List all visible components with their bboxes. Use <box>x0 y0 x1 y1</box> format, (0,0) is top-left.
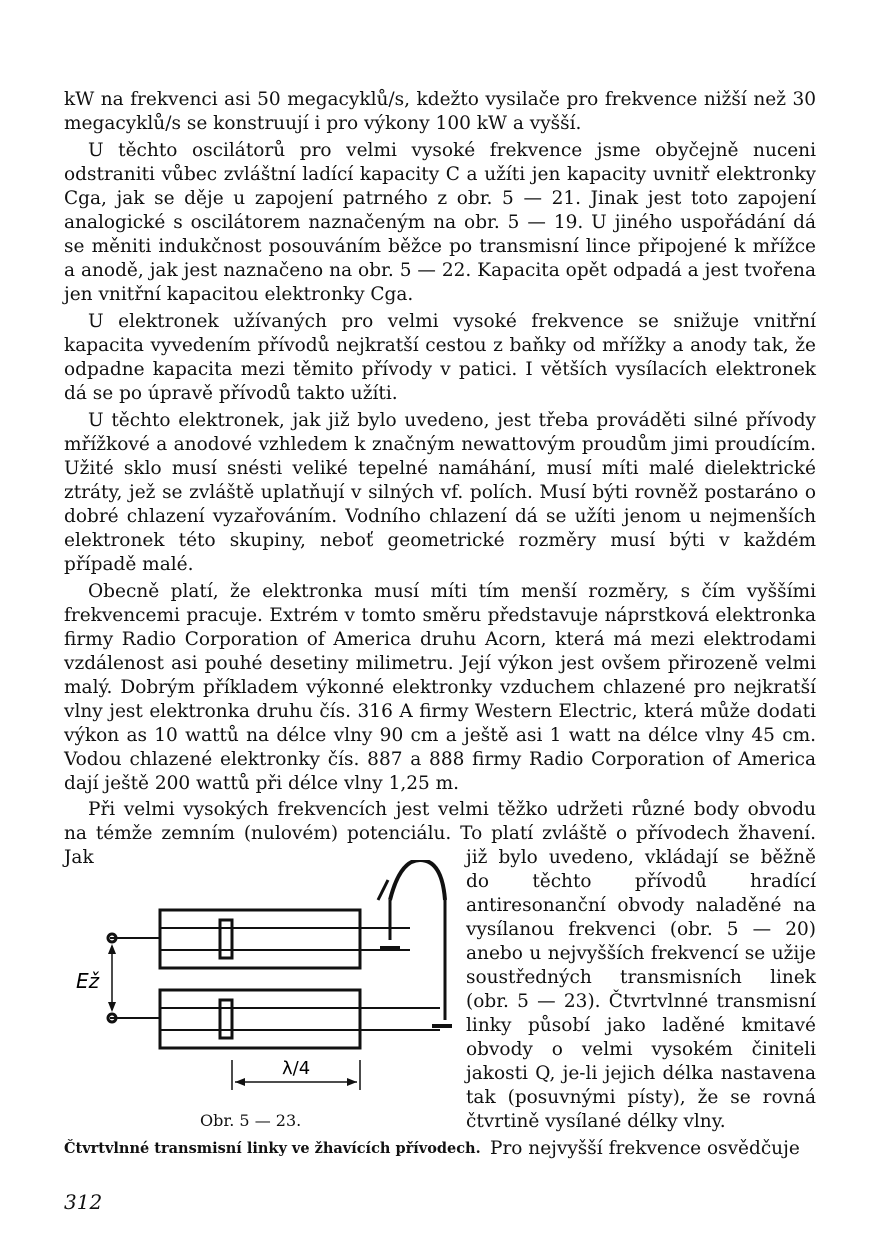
paragraph-4: U těchto elektronek, jak již bylo uvedeno, jest třeba prováděti silné přívody mřížkové a anodové vzhledem k značným newattovým proudům jimi proudícím. Užité sklo musí snésti veliké tepelné namáhání, musí míti malé dielektrické ztráty, jež se zvláště uplatňují v silných vf. polích. Musí býti rovněž postaráno o dobré chlazení vyzařováním. Vodního chlazení dá se užíti jenom u nejmenších elektronek této skupiny, neboť geometrické rozměry musí býti v každém případě malé. <box>64 410 816 575</box>
main-text-column <box>64 88 816 796</box>
paragraph-2: U těchto oscilátorů pro velmi vysoké frekvence jsme obyčejně nuceni odstraniti vůbec zvláštní ladící kapacity C a užíti jen kapacity uvnitř elektronky Cga, jak se děje u zapojení patrného z obr. 5 — 21. Jinak jest toto zapojení analogické s oscilátorem naznačeným na obr. 5 — 19. U jiného uspořádání dá se měniti indukčnost posouváním běžce po transmisní lince připojené k mřížce a anodě, jak jest naznačeno na obr. 5 — 22. Kapacita opět odpadá a jest tvořena jen vnitřní kapacitou elektronky Cga. <box>64 140 816 305</box>
page-number: 312 <box>64 1190 103 1214</box>
lower-outer-conductor <box>160 990 360 1048</box>
length-label: λ/4 <box>282 1058 311 1079</box>
paragraph-6: Při velmi vysokých frekvencích jest velmi těžko udržeti různé body obvodu na témže zemním (nulovém) potenciálu. To platí zvláště o přívodech žhavení. Jak <box>64 799 816 868</box>
paragraph-1: kW na frekvenci asi 50 megacyklů/s, kdežto vysilače pro frekvence nižší než 30 megacyklů/s se konstruují i pro výkony 100 kW a vyšší. <box>64 89 816 134</box>
figure-quarter-wave-lines <box>70 860 460 1110</box>
filament-loop <box>390 860 445 900</box>
figure-number: Obr. 5 — 23. <box>200 1111 302 1130</box>
lower-piston <box>220 1000 232 1038</box>
upper-piston <box>220 920 232 958</box>
paragraph-5: Obecně platí, že elektronka musí míti tím menší rozměry, s čím vyššími frekvencemi pracuje. Extrém v tomto směru představuje náprstková elektronka firmy Radio Corporation of America druhu Acorn, která má mezi elektrodami vzdálenost asi pouhé desetiny milimetru. Její výkon jest ovšem přirozeně velmi malý. Dobrým příkladem výkonné elektronky vzduchem chlazené pro nejkratší vlny jest elektronka druhu čís. 316 A firmy Western Electric, která může dodati výkon as 10 wattů na délce vlny 90 cm a ještě asi 1 watt na délce vlny 45 cm. Vodou chlazené elektronky čís. 887 a 888 firmy Radio Corporation of America dají ještě 200 wattů při délce vlny 1,25 m. <box>64 581 816 794</box>
paragraph-6-continued: již bylo uvedeno, vkládají se běžně do těchto přívodů hradící antiresonanční obvody naladěné na vysílanou frekvenci (obr. 5 — 20) anebo u nejvyšších frekvencí se užije soustředných transmisních linek (obr. 5 — 23). Čtvrtvlnné transmisní linky působí jako laděné kmitavé obvody o velmi vysokém činiteli jakosti Q, je-li jejich délka nastavena tak (posuvnými písty), že se rovná čtvrtině vysílané délky vlny. <box>466 847 816 1132</box>
upper-outer-conductor <box>160 910 360 968</box>
quarter-wave-line-diagram <box>70 860 460 1110</box>
figure-caption: Čtvrtvlnné transmisní linky ve žhavících přívodech. <box>64 1140 481 1157</box>
paragraph-7-start: Pro nejvyšší frekvence osvědčuje <box>490 1138 800 1159</box>
voltage-label: Ež <box>76 969 100 993</box>
paragraph-3: U elektronek užívaných pro velmi vysoké frekvence se snižuje vnitřní kapacita vyvedením přívodů nejkratší cestou z baňky od mřížky a anody tak, že odpadne kapacita mezi těmito přívody v patici. I větších vysílacích elektronek dá se po úpravě přívodů takto užíti. <box>64 311 816 404</box>
side-text-column <box>466 846 816 1134</box>
